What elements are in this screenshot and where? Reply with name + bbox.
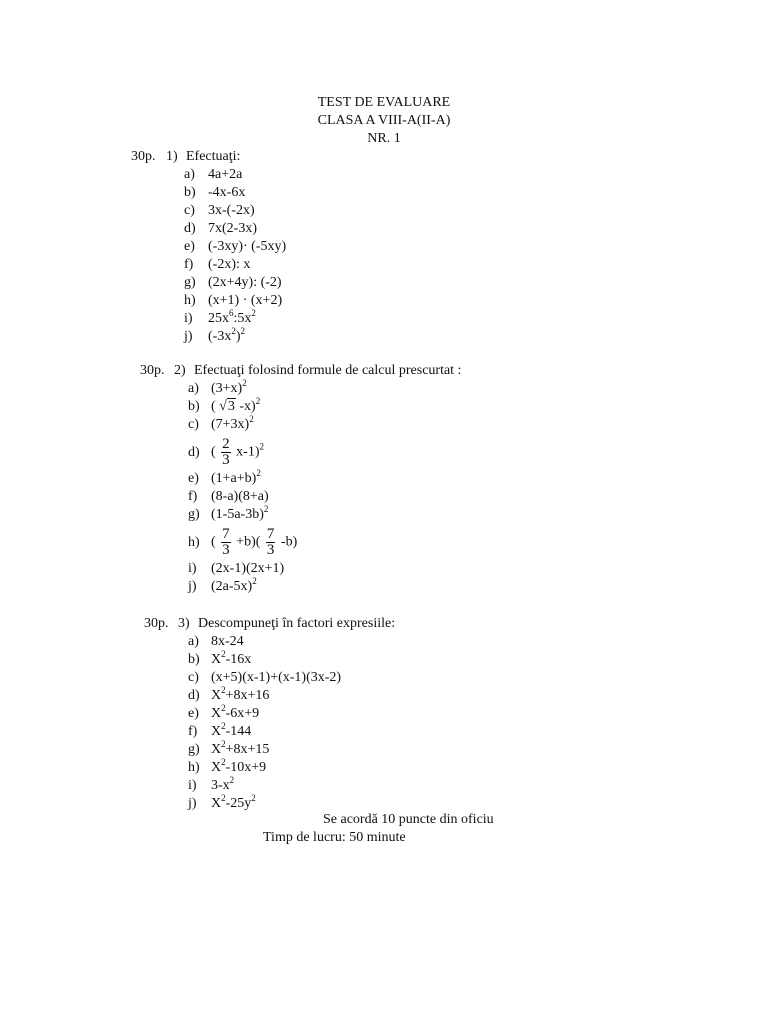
expression-text: X <box>211 796 222 811</box>
item-letter: h) <box>188 760 200 775</box>
item-expression <box>211 671 341 685</box>
expression-text: X <box>211 760 222 775</box>
item-letter: a) <box>188 634 199 649</box>
item-letter: j) <box>188 579 197 594</box>
fraction-numerator: 7 <box>222 526 230 542</box>
item-expression <box>208 240 286 254</box>
item-letter: j) <box>184 329 193 344</box>
expression-text: +8x+16 <box>225 688 270 703</box>
exponent: 2 <box>231 326 236 336</box>
expression-text: (7+3x) <box>211 417 250 432</box>
item-letter: c) <box>188 670 199 685</box>
item-expression <box>211 527 297 558</box>
item-expression <box>208 222 257 236</box>
expression-text: X <box>211 724 222 739</box>
item-letter: i) <box>184 311 193 326</box>
expression-text: 25x <box>208 311 229 326</box>
item-expression <box>211 576 257 594</box>
square-root <box>219 400 236 414</box>
item-expression <box>211 635 244 649</box>
fraction <box>266 527 276 558</box>
item-expression <box>211 703 260 721</box>
item-letter: a) <box>184 167 195 182</box>
expression-text: X <box>211 652 222 667</box>
item-letter: h) <box>188 535 200 550</box>
expression-text: -4x-6x <box>208 185 246 200</box>
exponent: 2 <box>229 775 235 785</box>
item-letter: h) <box>184 293 196 308</box>
expression-text: (x+1) · (x+2) <box>208 293 283 308</box>
section-2-points: 30p. <box>140 363 165 378</box>
item-letter: j) <box>188 796 197 811</box>
fraction-denominator: 3 <box>266 542 275 558</box>
item-letter: i) <box>188 778 197 793</box>
section-2-instruction: Efectuaţi folosind formule de calcul prescurtat : <box>194 363 462 378</box>
fraction <box>221 527 231 558</box>
section-3-instruction: Descompuneţi în factori expresiile: <box>198 616 396 631</box>
item-expression <box>211 378 247 396</box>
item-letter: f) <box>188 724 198 739</box>
exponent: 2 <box>221 721 226 731</box>
expression-text: ) <box>235 329 241 344</box>
item-letter: d) <box>184 221 196 236</box>
item-letter: b) <box>188 652 200 667</box>
item-letter: d) <box>188 688 200 703</box>
item-letter: d) <box>188 445 200 460</box>
fraction-denominator: 3 <box>222 452 230 468</box>
fraction-numerator: 7 <box>266 526 275 542</box>
fraction-denominator: 3 <box>222 542 230 558</box>
expression-text: 3-x <box>211 778 230 793</box>
expression-text: (3+x) <box>211 381 243 396</box>
item-letter: g) <box>188 742 200 757</box>
expression-text: -144 <box>225 724 252 739</box>
item-letter: b) <box>184 185 196 200</box>
item-expression <box>208 294 282 308</box>
item-letter: e) <box>188 706 199 721</box>
class-line: CLASA A VIII-A(II-A) <box>317 113 451 128</box>
exponent: 2 <box>255 396 261 406</box>
item-letter: e) <box>188 471 199 486</box>
section-3-points: 30p. <box>144 616 169 631</box>
item-expression <box>208 276 282 290</box>
expression-text: ( <box>211 444 220 460</box>
item-expression <box>211 396 261 414</box>
exponent: 2 <box>221 793 226 803</box>
expression-text: (1+a+b) <box>211 471 257 486</box>
expression-text: x-1) <box>232 444 260 460</box>
item-expression <box>211 490 269 504</box>
expression-text: 7x(2-3x) <box>208 221 257 236</box>
radicand: 3 <box>227 399 235 414</box>
exponent: 2 <box>259 441 264 452</box>
item-expression <box>211 504 269 522</box>
item-expression <box>208 308 256 326</box>
expression-text: (2a-5x) <box>211 579 253 594</box>
expression-text: (-3x <box>208 329 232 344</box>
exponent: 2 <box>240 326 245 336</box>
expression-text: +8x+15 <box>225 742 270 757</box>
item-letter: b) <box>188 399 200 414</box>
expression-text: (8-a)(8+a) <box>211 489 269 504</box>
item-expression <box>211 649 252 667</box>
item-expression <box>208 168 242 182</box>
exponent: 6 <box>229 308 234 318</box>
exponent: 2 <box>221 685 226 695</box>
exponent: 2 <box>221 649 226 659</box>
test-title: TEST DE EVALUARE <box>317 95 451 110</box>
exponent: 2 <box>263 504 269 514</box>
expression-text: :5x <box>233 311 252 326</box>
exponent: 2 <box>221 739 226 749</box>
exponent: 2 <box>242 378 247 388</box>
exponent: 2 <box>256 468 261 478</box>
item-expression <box>211 468 261 486</box>
section-2-number: 2) <box>174 363 186 378</box>
item-letter: a) <box>188 381 199 396</box>
expression-text: 3x-(-2x) <box>208 203 255 218</box>
item-letter: i) <box>188 561 197 576</box>
section-1-instruction: Efectuaţi: <box>186 149 241 164</box>
expression-text: X <box>211 706 222 721</box>
item-expression <box>211 757 267 775</box>
item-letter: c) <box>184 203 195 218</box>
item-letter: e) <box>184 239 195 254</box>
item-expression <box>211 775 235 793</box>
expression-text: (2x-1)(2x+1) <box>211 561 285 576</box>
expression-text: -10x+9 <box>225 760 267 775</box>
expression-text: 4a+2a <box>208 167 243 182</box>
item-expression <box>211 793 256 811</box>
expression-text: ( <box>211 534 220 550</box>
section-1-number: 1) <box>166 149 178 164</box>
expression-text: (1-5a-3b) <box>211 507 264 522</box>
fraction-numerator: 2 <box>222 436 230 452</box>
expression-text: (-2x): x <box>208 257 251 272</box>
fraction <box>221 437 231 468</box>
exponent: 2 <box>251 793 256 803</box>
exponent: 2 <box>249 414 254 424</box>
item-expression <box>208 186 245 200</box>
item-expression <box>208 326 245 344</box>
work-time-note: Timp de lucru: 50 minute <box>263 830 406 845</box>
expression-text: (-3xy)· (-5xy) <box>208 239 287 254</box>
expression-text: -6x+9 <box>225 706 260 721</box>
expression-text: 8x-24 <box>211 634 244 649</box>
expression-text: (2x+4y): (-2) <box>208 275 282 290</box>
expression-text: ( <box>211 399 220 414</box>
section-3-number: 3) <box>178 616 190 631</box>
expression-text: +b)( <box>232 534 264 550</box>
expression-text: -25y <box>225 796 252 811</box>
item-letter: c) <box>188 417 199 432</box>
expression-text: -b) <box>277 534 298 550</box>
test-number: NR. 1 <box>367 131 401 146</box>
item-letter: f) <box>188 489 198 504</box>
item-expression <box>211 685 270 703</box>
item-expression <box>211 414 254 432</box>
section-1-points: 30p. <box>131 149 156 164</box>
item-expression <box>208 258 250 272</box>
expression-text: X <box>211 688 222 703</box>
bonus-note: Se acordă 10 puncte din oficiu <box>323 812 494 827</box>
item-expression <box>208 204 255 218</box>
item-expression <box>211 562 284 576</box>
exponent: 2 <box>221 703 226 713</box>
exponent: 2 <box>252 576 257 586</box>
expression-text: -16x <box>225 652 252 667</box>
item-expression <box>211 721 252 739</box>
item-expression <box>211 437 264 468</box>
exponent: 2 <box>221 757 226 767</box>
expression-text: -x) <box>235 399 256 414</box>
expression-text: (x+5)(x-1)+(x-1)(3x-2) <box>211 670 342 685</box>
radical-sign-icon: √ <box>219 399 227 414</box>
exponent: 2 <box>251 308 256 318</box>
item-expression <box>211 739 270 757</box>
expression-text: X <box>211 742 222 757</box>
item-letter: g) <box>184 275 196 290</box>
item-letter: f) <box>184 257 194 272</box>
item-letter: g) <box>188 507 200 522</box>
